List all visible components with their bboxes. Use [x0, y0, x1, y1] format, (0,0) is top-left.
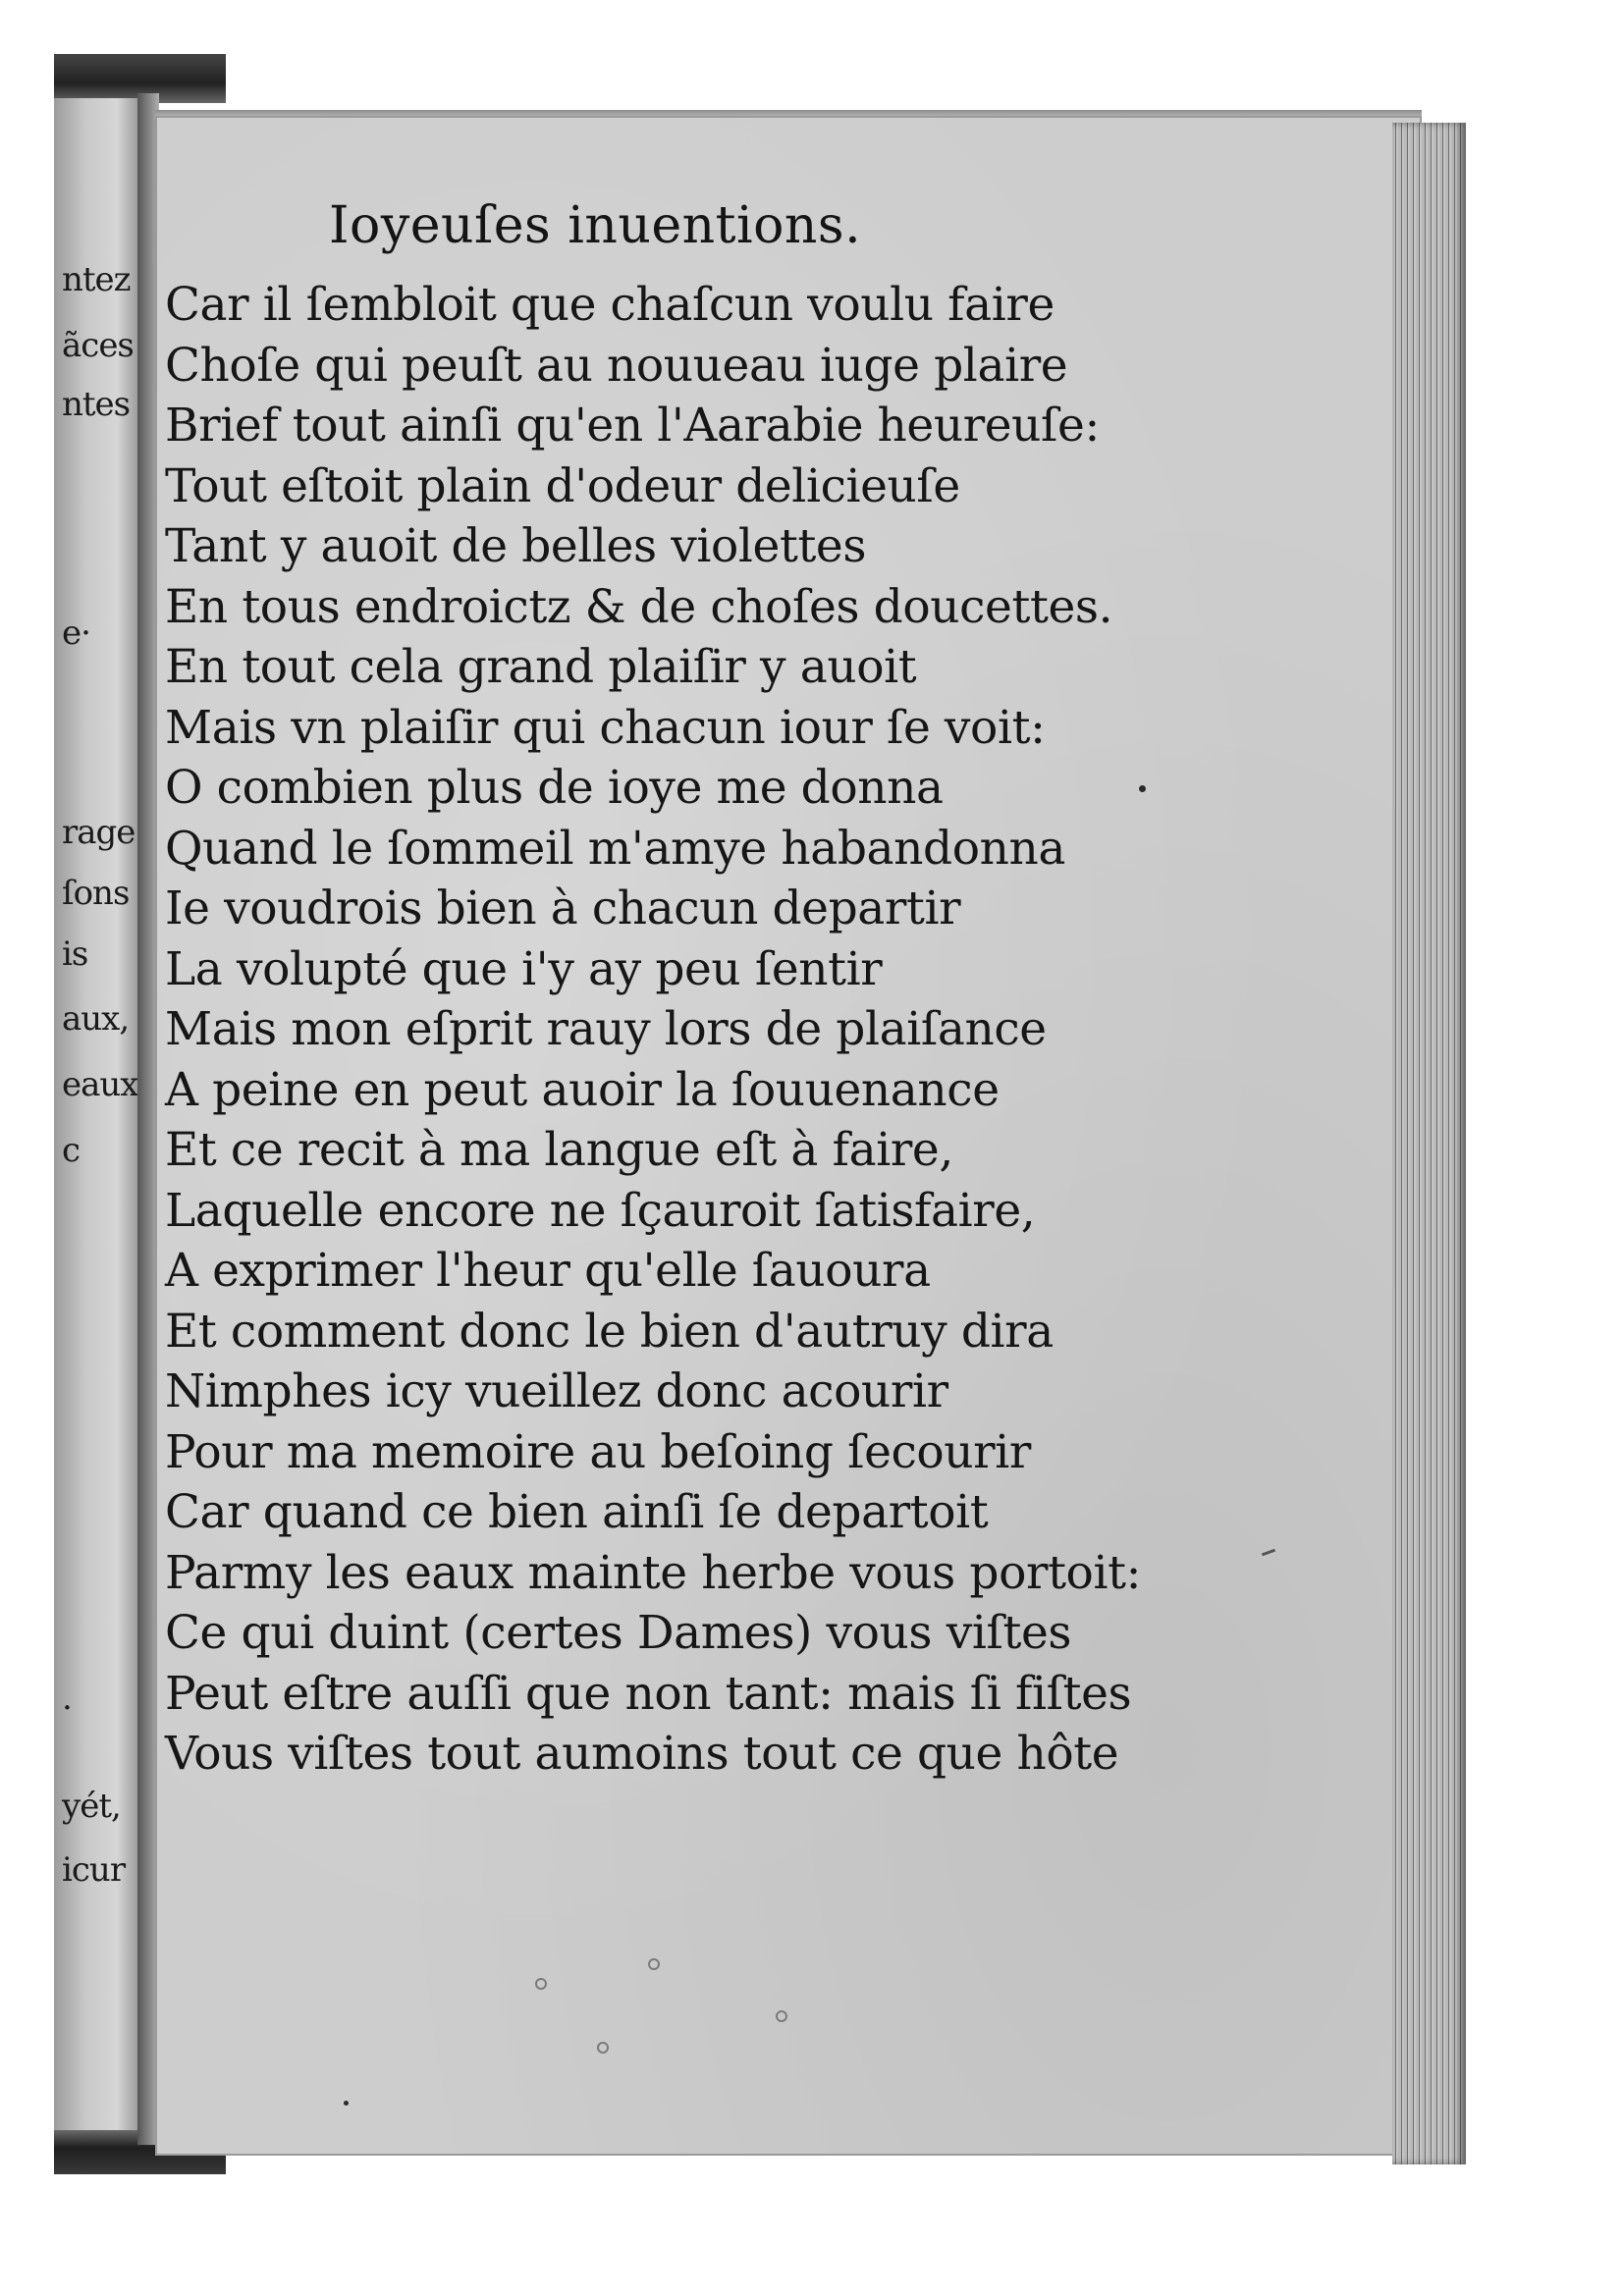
- verse-line: Peut eſtre auſſi que non tant: mais ſi fiſtes: [165, 1666, 1132, 1721]
- verse-line: Ce qui duint (certes Dames) vous viſtes: [165, 1606, 1072, 1660]
- verse-line: En tout cela grand plaiſir y auoit: [165, 640, 917, 694]
- verse-line: Tout eſtoit plain d'odeur delicieuſe: [165, 458, 960, 513]
- left-page-fragment: aux,: [62, 999, 130, 1039]
- left-page-fragment: .: [62, 1679, 72, 1718]
- left-page-fragment: ſons: [62, 874, 130, 913]
- verse-line: Et ce recit à ma langue eſt à faire,: [165, 1123, 953, 1177]
- verse-line: La volupté que i'y ay peu ſentir: [165, 941, 883, 996]
- paper-blemish: [597, 2042, 609, 2054]
- left-page-fragment: ntes: [62, 385, 131, 424]
- verse-line: Car quand ce bien ainſi ſe departoit: [165, 1485, 989, 1539]
- verse-line: A exprimer l'heur qu'elle ſauoura: [165, 1244, 931, 1298]
- verse-line: O combien plus de ioye me donna: [165, 761, 944, 815]
- verse-line: Laquelle encore ne ſçauroit ſatisfaire,: [165, 1183, 1036, 1238]
- page-edge-stack: [1392, 123, 1466, 2164]
- verse-line: Et comment donc le bien d'autruy dira: [165, 1304, 1054, 1359]
- left-page-fragment: is: [62, 934, 88, 974]
- left-page-fragment: e·: [62, 614, 90, 653]
- left-page-fragment: c: [62, 1131, 81, 1170]
- verse-line: Pour ma memoire au beſoing ſecourir: [165, 1424, 1031, 1479]
- left-page-fragment: ãces: [62, 326, 134, 365]
- ink-speck: [344, 2101, 349, 2106]
- verse-line: Brief tout ainſi qu'en l'Aarabie heureuſe:: [165, 399, 1100, 453]
- verse-line: Choſe qui peuſt au nouueau iuge plaire: [165, 338, 1068, 393]
- verse-line: Tant y auoit de belles violettes: [165, 519, 867, 573]
- verse-line: En tous endroictz & de choſes doucettes.: [165, 579, 1113, 634]
- paper-blemish: [535, 1978, 547, 1990]
- left-page-fragment: eaux: [62, 1065, 138, 1104]
- paper-blemish: [776, 2010, 787, 2022]
- left-page-fragment: yét,: [62, 1787, 121, 1826]
- verse-line: Vous viſtes tout aumoins tout ce que hôte: [165, 1727, 1119, 1781]
- verse-line: A peine en peut auoir la ſouuenance: [165, 1062, 1000, 1117]
- verse-line: Quand le ſommeil m'amye habandonna: [165, 821, 1065, 876]
- left-facing-page: [54, 98, 144, 2140]
- verse-line: Parmy les eaux mainte herbe vous portoit:: [165, 1545, 1142, 1600]
- left-page-fragment: icur: [62, 1850, 126, 1890]
- left-page-fragment: ntez: [62, 260, 131, 299]
- ink-speck: [1139, 785, 1146, 792]
- verse-block: [165, 275, 1141, 1785]
- verse-line: Mais vn plaiſir qui chacun iour ſe voit:: [165, 700, 1046, 755]
- left-page-fragment: rage: [62, 813, 135, 852]
- verse-line: Nimphes icy vueillez donc acourir: [165, 1364, 948, 1418]
- verse-line: Ie voudrois bien à chacun departir: [165, 881, 961, 935]
- paper-blemish: [648, 1958, 660, 1970]
- running-head: Ioyeuſes inuentions.: [329, 196, 862, 255]
- verse-line: Mais mon eſprit rauy lors de plaiſance: [165, 1002, 1047, 1056]
- verse-line: Car il ſembloit que chaſcun voulu faire: [165, 278, 1055, 332]
